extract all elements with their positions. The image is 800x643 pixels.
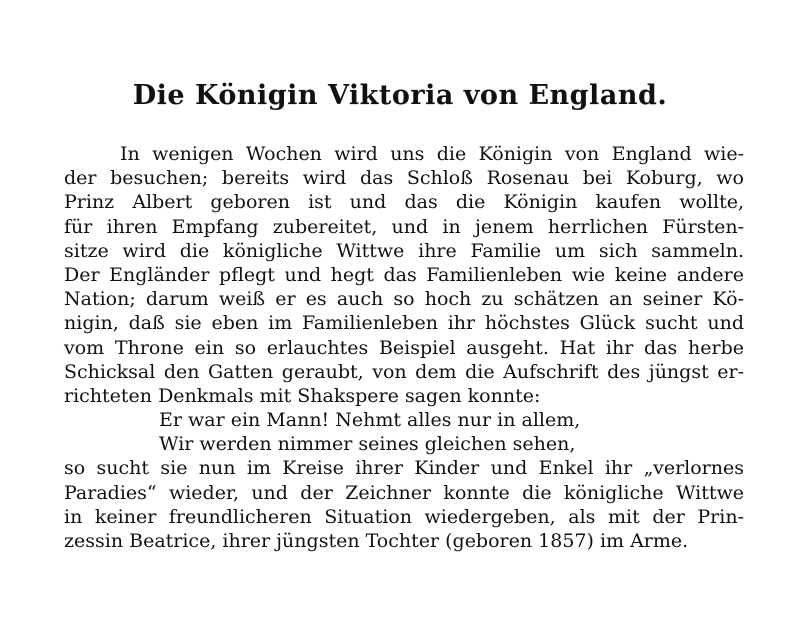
quote-line: Er war ein Mann! Nehmt alles nur in allem, [159,409,581,432]
text-line: In wenigen Wochen wird uns die Königin von England wie- [120,143,744,165]
text-line: nigin, daß sie eben im Familienleben ihr höchstes Glück sucht und [64,312,744,335]
text-line: richteten Denkmals mit Shakspere sagen konnte: [64,384,541,407]
text-line: für ihren Empfang zubereitet, und in jenem herrlichen Fürsten- [64,215,744,238]
text-line: sitze wird die königliche Wittwe ihre Familie um sich sammeln. [64,239,744,262]
text-line: in keiner freundlicheren Situation wiedergeben, als mit der Prin- [64,505,744,528]
text-line: Schicksal den Gatten geraubt, von dem die Aufschrift des jüngst er- [64,360,744,383]
text-line: Prinz Albert geboren ist und das die Königin kaufen wollte, [64,191,744,214]
text-line: so sucht sie nun im Kreise ihrer Kinder und Enkel ihr „verlornes [64,457,744,480]
body-paragraph [64,142,744,553]
text-line: Nation; darum weiß er es auch so hoch zu schätzen an seiner Kö- [64,288,744,311]
text-line: der besuchen; bereits wird das Schloß Rosenau bei Koburg, wo [64,167,744,190]
text-line: vom Throne ein so erlauchtes Beispiel ausgeht. Hat ihr das herbe [64,336,744,359]
quote-line: Wir werden nimmer seines gleichen sehen, [159,433,576,456]
text-line: Paradies“ wieder, und der Zeichner konnte die königliche Wittwe [64,481,744,504]
text-line: zessin Beatrice, ihrer jüngsten Tochter (geboren 1857) im Arme. [64,530,689,552]
document-title: Die Königin Viktoria von England. [132,80,668,111]
text-line: Der Engländer pflegt und hegt das Familienleben wie keine andere [64,263,744,286]
